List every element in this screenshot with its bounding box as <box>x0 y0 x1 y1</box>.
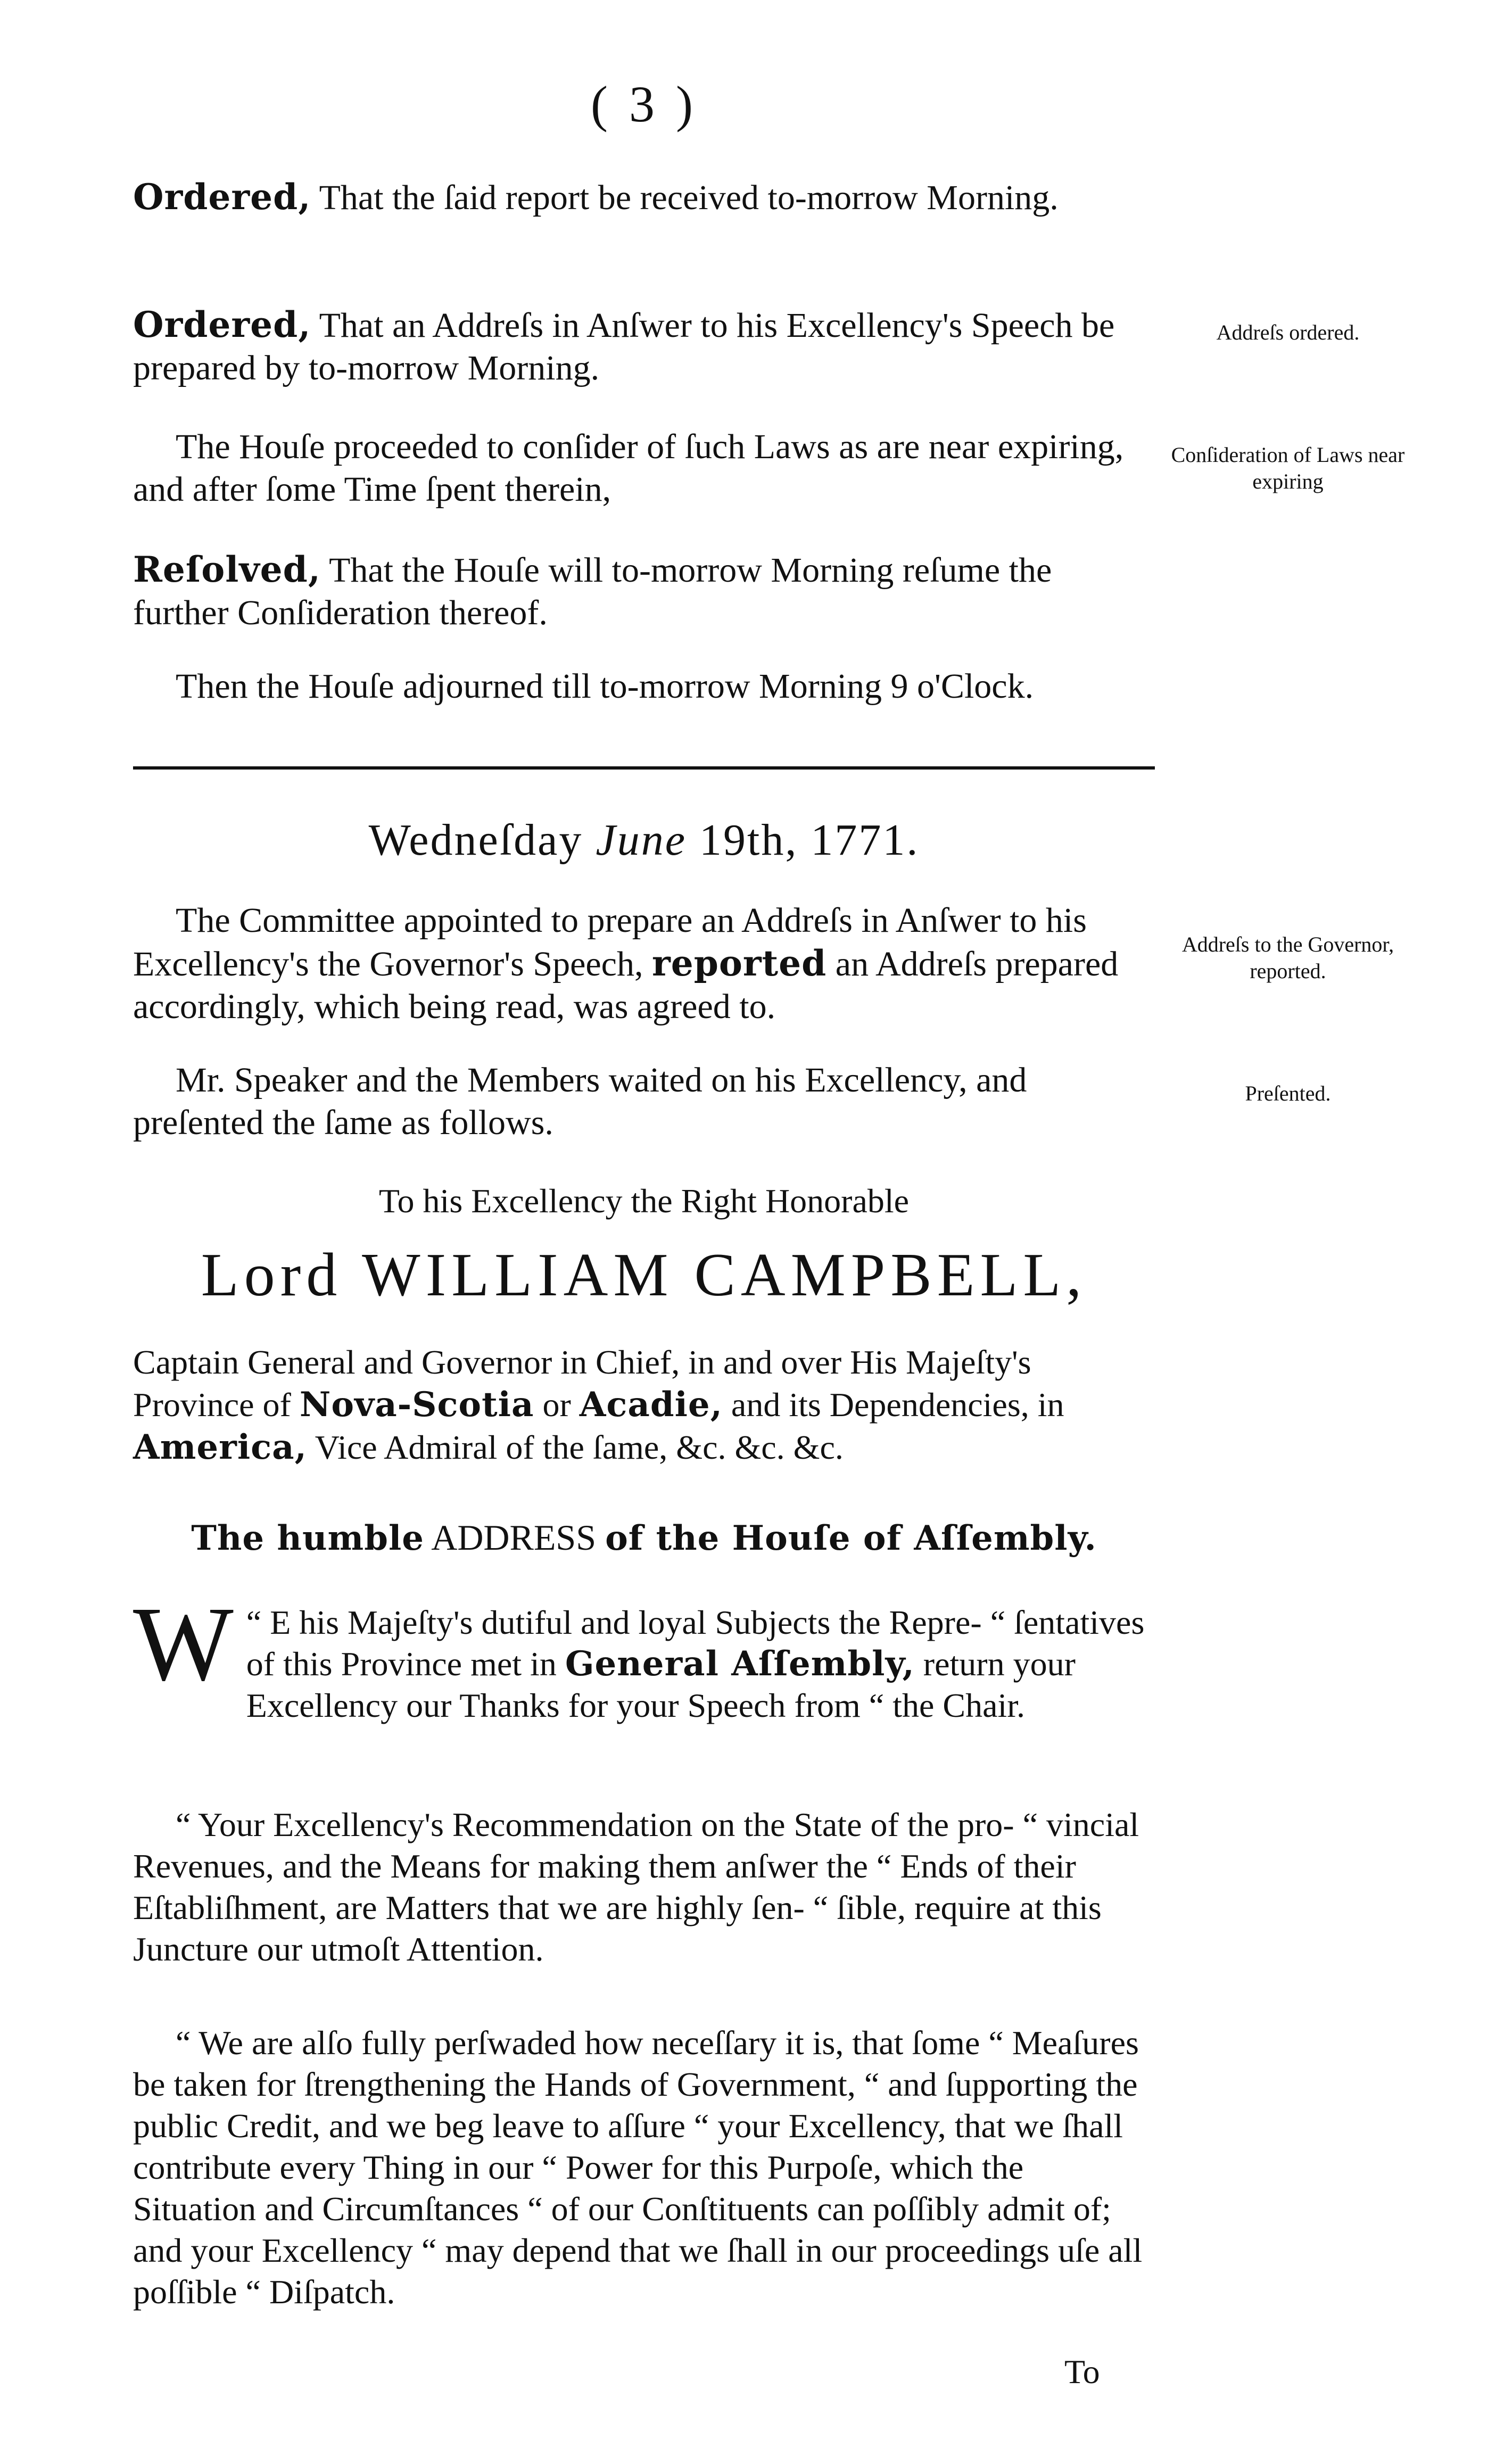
margin-note-laws: Conſideration of Laws near expiring <box>1171 443 1405 493</box>
date-heading: Wedneſday June 19th, 1771. <box>368 815 920 865</box>
quote-paragraph-2: “ Your Excellency's Recommendation on the State of the pro- “ vincial Revenues, and the Means for making them anſwer the “ Ends of their Eſtabliſhment, are Matters that we are highly ſen- “ ſible, require at this Juncture our utmoſt Attention. <box>133 1806 1139 1968</box>
addressee-name: Lord WILLIAM CAMPBELL, <box>201 1241 1087 1309</box>
paragraph-ordered-address <box>133 303 1155 390</box>
paragraph-presented: Mr. Speaker and the Members waited on his Excellency, and preſented the ſame as follows. <box>133 1061 1027 1142</box>
blackletter-ordered: Ordered, <box>133 176 311 218</box>
margin-note-address-ordered: Addreſs ordered. <box>1216 320 1360 344</box>
paragraph-ordered-report <box>133 176 1155 219</box>
address-heading: The humble ADDRESS of the Houſe of Aſſembly. <box>191 1517 1097 1558</box>
salutation: To his Excellency the Right Honorable <box>378 1182 910 1220</box>
page-number: ( 3 ) <box>591 76 697 133</box>
paragraph-adjourned: Then the Houſe adjourned till to-morrow Morning 9 o'Clock. <box>176 667 1034 706</box>
para-text: That the ſaid report be received to-morrow Morning. <box>319 178 1059 217</box>
catchword: To <box>1064 2353 1100 2391</box>
blackletter-ordered: Ordered, <box>133 304 311 345</box>
paragraph-resolved <box>133 548 1155 634</box>
section-divider <box>133 766 1155 770</box>
addressee-titles: Captain General and Governor in Chief, in and over His Majeſty's Province of Nova-Scotia or Acadie, and its Dependencies, in America, Vice Admiral of the ſame, &c. &c. &c. <box>133 1343 1064 1467</box>
blackletter-resolved: Reſolved, <box>133 549 321 590</box>
drop-cap: W <box>133 1585 234 1703</box>
margin-note-address-reported: Addreſs to the Governor, reported. <box>1181 932 1394 983</box>
para-text: That an Addreſs in Anſwer to his Excellency's Speech be prepared by to-morrow Morning. <box>133 306 1115 387</box>
quote-paragraph-3: “ We are alſo fully perſwaded how neceſſary it is, that ſome “ Meaſures be taken for ſtrengthening the Hands of Government, “ and ſupporting the public Credit, and we beg leave to aſſure “ your Excellency, that we ſhall contribute every Thing in our “ Power for this Purpoſe, which the Situation and Circumſtances “ of our Conſtituents can poſſibly admit of; and your Excellency “ may depend that we ſhall in our proceedings uſe all poſſible “ Diſpatch. <box>133 2024 1143 2311</box>
para-text: That the Houſe will to-morrow Morning reſume the further Conſideration thereof. <box>133 551 1052 632</box>
quote-paragraph-1: “ W E his Majeſty's dutiful and loyal Subjects the Repre- “ ſentatives of this Province met in General Aſſembly, return your Excellency our Thanks for your Speech from “ the Chair. <box>133 1585 1145 1724</box>
paragraph-laws: The Houſe proceeded to conſider of ſuch Laws as are near expiring, and after ſome Time ſpent therein, <box>133 427 1124 509</box>
paragraph-committee: The Committee appointed to prepare an Addreſs in Anſwer to his Excellency's the Governor's Speech, reported an Addreſs prepared accordingly, which being read, was agreed to. <box>133 901 1119 1026</box>
margin-note-presented: Preſented. <box>1245 1081 1331 1105</box>
